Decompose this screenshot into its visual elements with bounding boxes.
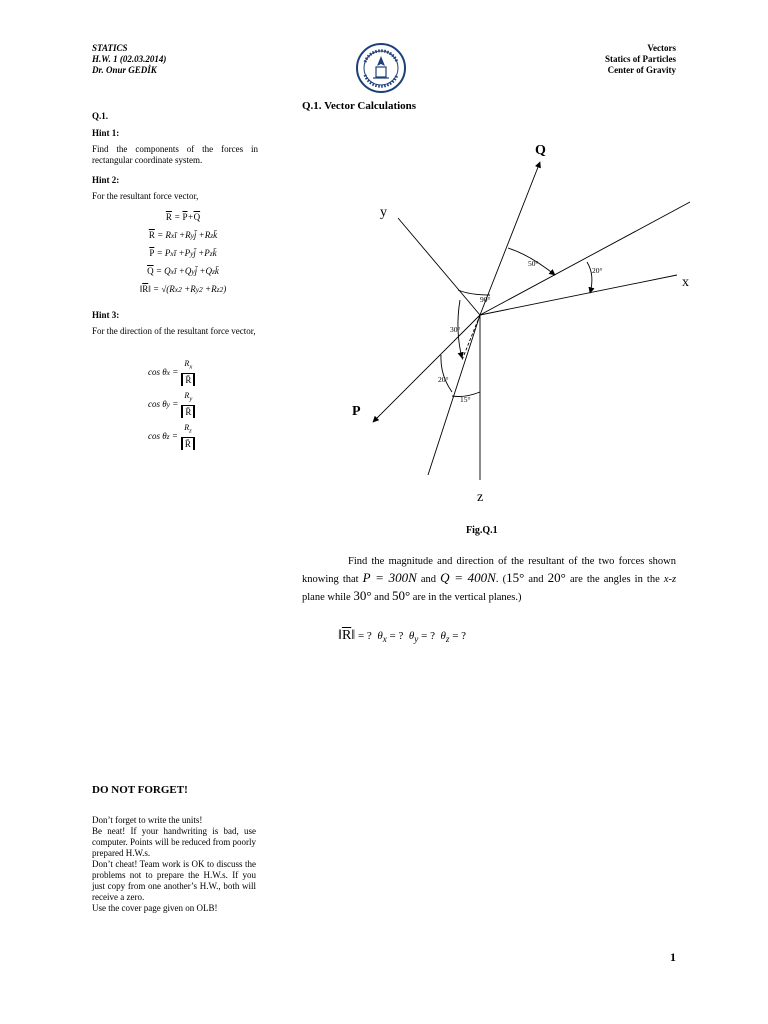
q-force-vector	[480, 162, 540, 315]
dashed-guide	[462, 315, 480, 360]
hint3	[92, 310, 258, 337]
formula-p-components: $\overline{P}$ = P x ī +P y j̄ +P z k̄	[149, 248, 217, 258]
hint1-text: Find the components of the forces in rectangular coordinate system.	[92, 144, 258, 165]
q-label: Q	[535, 143, 546, 158]
course-name: STATICS	[92, 43, 128, 53]
angle-label-20: 20°	[592, 266, 603, 275]
y-label: y	[380, 205, 387, 220]
angle-label-20b: 20°	[438, 375, 449, 384]
p-value: P = 300N	[362, 570, 417, 585]
formula-q-components: $\overline{Q}$ = Q x ī +Q y j̄ +Q z k̄	[147, 266, 219, 276]
formula-r-magnitude: ‖ $\overline{R}$ ‖ = √(R x 2 +R y 2 +R z 2 )	[139, 284, 227, 294]
problem-statement: Find the magnitude and direction of the resultant of the two forces shown knowing that P = 300N and Q = 400N. (15° and 20° are the angles in the x-z plane while 30° and 50° are in the vertical planes.)	[302, 556, 677, 603]
angle-label-30: 30°	[450, 325, 461, 334]
hint3-text: For the direction of the resultant force vector,	[92, 326, 256, 336]
angle-label-90: 90°	[480, 295, 491, 304]
question-title: Q.1. Vector Calculations	[302, 100, 417, 112]
university-seal-logo	[355, 42, 407, 94]
formula-r-components: $\overline{R}$ = R x ī +R y j̄ +R z k̄	[148, 230, 218, 240]
cos-theta-y: cos θ y = $\frac{R_y}{R̄}$	[148, 388, 228, 420]
formula-r-sum: $\overline{R}$ = $\overline{P}$ + $\overline{Q}$	[165, 212, 201, 222]
p-force-vector	[373, 315, 480, 422]
do-not-forget-notes	[92, 815, 256, 914]
page-number: 1	[670, 950, 676, 964]
q-projection-line	[480, 202, 690, 315]
topic-statics: Statics of Particles	[605, 54, 676, 64]
note-cheat: Don’t cheat! Team work is OK to discuss the problems not to prepare the H.W.s. If you just copy from one another’s H.W., both will receive a zero.	[92, 859, 256, 902]
cos-theta-x: cos θ x = $\frac{R_x}{R̄}$	[148, 356, 228, 388]
z-label: z	[477, 490, 484, 505]
figure-caption: Fig.Q.1	[466, 525, 498, 536]
p-label: P	[352, 404, 361, 419]
header-left	[92, 43, 166, 76]
y-axis-line	[398, 218, 480, 315]
resultant-formulas	[108, 208, 258, 298]
cos-theta-z: cos θ z = $\frac{R_z}{R̄}$	[148, 420, 228, 452]
note-neat: Be neat! If your handwriting is bad, use computer. Points will be reduced from poorly prepared H.W.s.	[92, 826, 256, 858]
angle-arc-20b	[441, 355, 452, 392]
topic-gravity: Center of Gravity	[607, 65, 676, 75]
hint2-text: For the resultant force vector,	[92, 191, 199, 201]
do-not-forget-title: DO NOT FORGET!	[92, 784, 188, 796]
angle-label-50: 50°	[528, 259, 539, 268]
homework-id: H.W. 1 (02.03.2014)	[92, 54, 167, 64]
x-label: x	[682, 275, 689, 290]
topic-vectors: Vectors	[647, 43, 676, 53]
hint1	[92, 128, 258, 166]
q-value: Q = 400N	[440, 570, 496, 585]
note-cover: Use the cover page given on OLB!	[92, 903, 218, 913]
angle-label-15: 15°	[460, 395, 471, 404]
hint1-title: Hint 1:	[92, 128, 120, 138]
instructor-name: Dr. Onur GEDİK	[92, 65, 157, 75]
direction-cosines	[148, 356, 228, 452]
hint3-title: Hint 3:	[92, 310, 120, 320]
header-right	[605, 43, 676, 76]
x-axis-line	[480, 275, 677, 315]
hint2	[92, 175, 258, 202]
answer-line: $‖\overline{R}‖$ = ? $\theta_x$ = ? $\theta_y$ = ? $\theta_z$ = ?	[338, 628, 467, 645]
hint2-title: Hint 2:	[92, 175, 120, 185]
note-units: Don’t forget to write the units!	[92, 815, 203, 825]
force-vector-figure	[340, 130, 700, 515]
sidebar-q-label: Q.1.	[92, 111, 109, 121]
